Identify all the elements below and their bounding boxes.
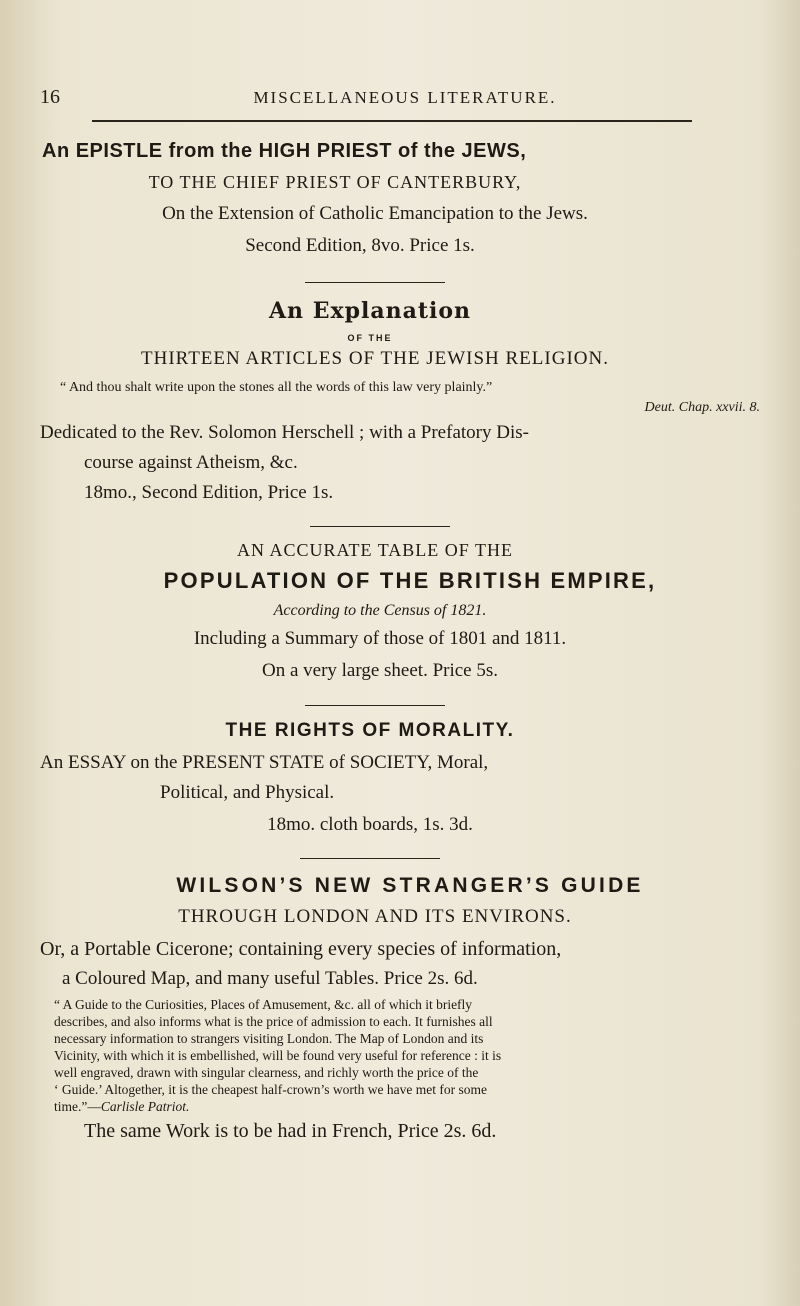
- entry-line: [40, 660, 780, 682]
- entry-line: [62, 968, 762, 990]
- entry-line: [40, 628, 780, 650]
- entry-cite: Deut. Chap. xxvii. 8.: [644, 400, 760, 415]
- entry-wilsons-guide: [40, 874, 780, 898]
- running-title: MISCELLANEOUS LITERATURE.: [253, 88, 557, 107]
- entry-line: On a very large sheet. Price 5s.: [261, 660, 498, 681]
- entry-line: [40, 422, 760, 444]
- entry-line: THIRTEEN ARTICLES OF THE JEWISH RELIGION.: [141, 348, 609, 369]
- review-source: Carlisle Patriot.: [100, 1099, 190, 1114]
- section-rule: [310, 526, 450, 527]
- entry-title: WILSON’S NEW STRANGER’S GUIDE: [176, 874, 644, 897]
- entry-line: [40, 333, 780, 343]
- entry-line: [40, 172, 780, 193]
- entry-line: [160, 782, 560, 804]
- running-head: [40, 84, 770, 114]
- entry-line: [40, 348, 780, 370]
- entry-title: THE RIGHTS OF MORALITY.: [225, 720, 515, 741]
- entry-line: OF THE: [347, 333, 393, 343]
- entry-line: TO THE CHIEF PRIEST OF CANTERBURY,: [148, 172, 522, 192]
- entry-title: POPULATION OF THE BRITISH EMPIRE,: [163, 568, 657, 593]
- entry-cite-wrap: [60, 400, 760, 416]
- entry-title: An Explanation: [268, 298, 472, 324]
- review-line: “ A Guide to the Curiosities, Places of Amusement, &c. all of which it briefly: [54, 997, 473, 1012]
- header-rule: [92, 120, 692, 122]
- entry-line: [40, 938, 770, 961]
- entry-quote: “ And thou shalt write upon the stones all the words of this law very plainly.”: [60, 380, 493, 395]
- entry-population: [40, 540, 780, 561]
- entry-epistle: [40, 140, 780, 163]
- entry-line: An ESSAY on the PRESENT STATE of SOCIETY, Moral,: [40, 752, 489, 773]
- entry-title-wrap: [40, 568, 780, 594]
- entry-line: [40, 752, 760, 774]
- entry-line: Or, a Portable Cicerone; containing every species of information,: [40, 938, 562, 960]
- page-number: 16: [40, 86, 60, 108]
- review-line: describes, and also informs what is the price of admission to each. It furnishes all: [54, 1014, 493, 1029]
- review-line-end: [54, 1098, 780, 1115]
- entry-line: [40, 814, 780, 836]
- entry-line: On the Extension of Catholic Emancipation to the Jews.: [162, 203, 588, 224]
- entry-line: Political, and Physical.: [160, 782, 335, 803]
- review-block: [54, 996, 780, 1115]
- entry-line: According to the Census of 1821.: [273, 602, 487, 619]
- entry-explanation: [40, 298, 780, 324]
- entry-line: course against Atheism, &c.: [84, 452, 298, 473]
- entry-line: 18mo. cloth boards, 1s. 3d.: [267, 814, 473, 835]
- entry-line: Second Edition, 8vo. Price 1s.: [245, 235, 475, 256]
- entry-line: Including a Summary of those of 1801 and 1811.: [193, 628, 567, 649]
- entry-morality: [40, 720, 780, 742]
- entry-line: [40, 602, 780, 620]
- entry-line: [84, 482, 684, 504]
- entry-quote-wrap: [60, 380, 760, 396]
- entry-line: [40, 906, 780, 928]
- entry-line: THROUGH LONDON AND ITS ENVIRONS.: [178, 906, 572, 927]
- entry-line: Dedicated to the Rev. Solomon Herschell ; with a Prefatory Dis-: [40, 422, 529, 443]
- section-rule: [300, 858, 440, 859]
- review-line: ‘ Guide.’ Altogether, it is the cheapest half-crown’s worth we have met for some: [54, 1082, 487, 1097]
- entry-title: An EPISTLE from the HIGH PRIEST of the JEWS,: [42, 140, 527, 162]
- review-line: Vicinity, with which it is embellished, will be found very useful for reference : it is: [54, 1048, 502, 1063]
- entry-line: The same Work is to be had in French, Price 2s. 6d.: [84, 1120, 497, 1142]
- entry-line: [84, 452, 684, 474]
- review-line: well engraved, drawn with singular clearness, and richly worth the price of the: [54, 1065, 479, 1080]
- section-rule: [305, 705, 445, 706]
- review-line: necessary information to strangers visiting London. The Map of London and its: [54, 1031, 484, 1046]
- entry-line: [40, 235, 780, 257]
- entry-line: a Coloured Map, and many useful Tables. Price 2s. 6d.: [62, 968, 478, 989]
- entry-line: 18mo., Second Edition, Price 1s.: [84, 482, 334, 503]
- entry-line: AN ACCURATE TABLE OF THE: [237, 540, 513, 560]
- entry-line: [84, 1120, 744, 1143]
- section-rule: [305, 282, 445, 283]
- review-end: time.”—: [54, 1099, 101, 1114]
- entry-line: [40, 203, 780, 225]
